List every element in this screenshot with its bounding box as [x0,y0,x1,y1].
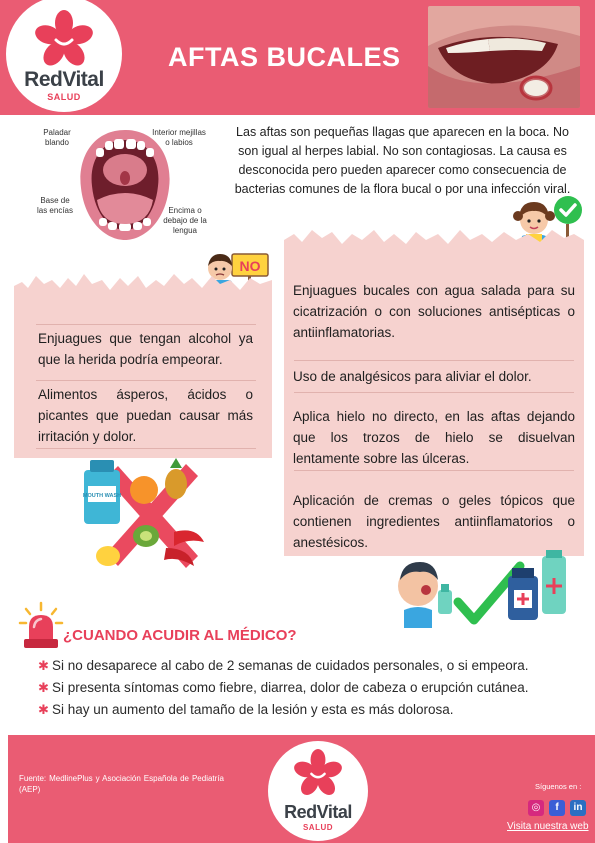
footer-brand-logo[interactable] [268,741,368,841]
instagram-icon[interactable]: ◎ [528,800,544,816]
bullet-star-icon: ✱ [38,658,49,673]
avoid-note-card [14,298,272,458]
recommend-note-card [284,250,584,556]
note-rule [294,360,574,361]
crossed-foods-and-mouthwash-icon [78,456,218,584]
visit-website-link[interactable]: Visita nuestra web [507,821,589,832]
linkedin-icon[interactable]: in [570,800,586,816]
note-rule [294,470,574,471]
note-rule [36,380,256,381]
avoid-item: Enjuagues que tengan alcohol ya que la herida podría empeorar. [38,331,253,367]
recommend-item: Aplicación de cremas o geles tópicos que contienen ingredientes antiinflamatorios o anestésicos. [293,493,575,550]
doctor-item-text: Si hay un aumento del tamaño de la lesión y esta es más dolorosa. [52,702,454,717]
bullet-star-icon: ✱ [38,680,49,695]
follow-us-label: Síguenos en : [535,782,582,791]
doctor-item-text: Si no desaparece al cabo de 2 semanas de cuidados personales, o si empeora. [52,658,529,673]
flower-logo-icon [34,10,94,68]
footer-banner [8,735,595,843]
intro-paragraph: Las aftas son pequeñas llagas que aparecen en la boca. No son igual al herpes labial. No son contagiosas. La causa es desconocida pero pueden aparecer como consecuencia de bacterias comunes de la flora bucal o por una infección viral. [234,125,571,196]
recommend-item: Aplica hielo no directo, en las aftas dejando que los trozos de hielo se disuelvan lentamente sobre las úlceras. [293,409,575,466]
mouth-ulcer-illustration [428,6,580,108]
treatment-products-icon [396,550,584,628]
label-tongue: Encima o debajo de la lengua [163,206,207,235]
bullet-star-icon: ✱ [38,702,49,717]
label-palate: Paladar blando [43,128,71,147]
avoid-item: Alimentos ásperos, ácidos o picantes que puedan causar más irritación y dolor. [38,387,253,444]
doctor-list-item [38,702,454,718]
mouth-photo [428,6,580,108]
alarm-siren-icon [18,601,64,653]
doctor-section-title: ¿CUANDO ACUDIR AL MÉDICO? [63,627,297,644]
brand-sub: SALUD [302,823,334,832]
note-rule [294,392,574,393]
label-cheek: Interior mejillas o labios [152,128,206,147]
page-title: AFTAS BUCALES [168,42,401,72]
brand-sub: SALUD [47,92,81,102]
mouth-anatomy-diagram [35,124,215,244]
note-rule [36,324,256,325]
header-banner [0,0,595,115]
doctor-list-item [38,658,529,674]
mouthwash-label: MOUTH WASH [82,493,122,499]
recommend-item: Enjuagues bucales con agua salada para su cicatrización o con soluciones antisépticas o antiinflamatorias. [293,283,575,340]
footer-source: Fuente: MedlinePlus y Asociación Española de Pediatría (AEP) [19,774,224,794]
doctor-list-item [38,680,529,696]
brand-logo[interactable] [6,0,122,112]
brand-name: RedVital [24,68,104,91]
flower-logo-icon [293,749,343,797]
label-gums: Base de las encías [36,196,74,215]
torn-paper-edge [284,228,584,252]
brand-name: RedVital [284,802,352,822]
no-sign-text: NO [239,258,261,274]
facebook-icon[interactable]: f [549,800,565,816]
doctor-item-text: Si presenta síntomas como fiebre, diarrea, dolor de cabeza o erupción cutánea. [52,680,529,695]
recommend-item: Uso de analgésicos para aliviar el dolor. [293,369,532,384]
torn-paper-edge [14,272,272,300]
note-rule [36,448,256,449]
